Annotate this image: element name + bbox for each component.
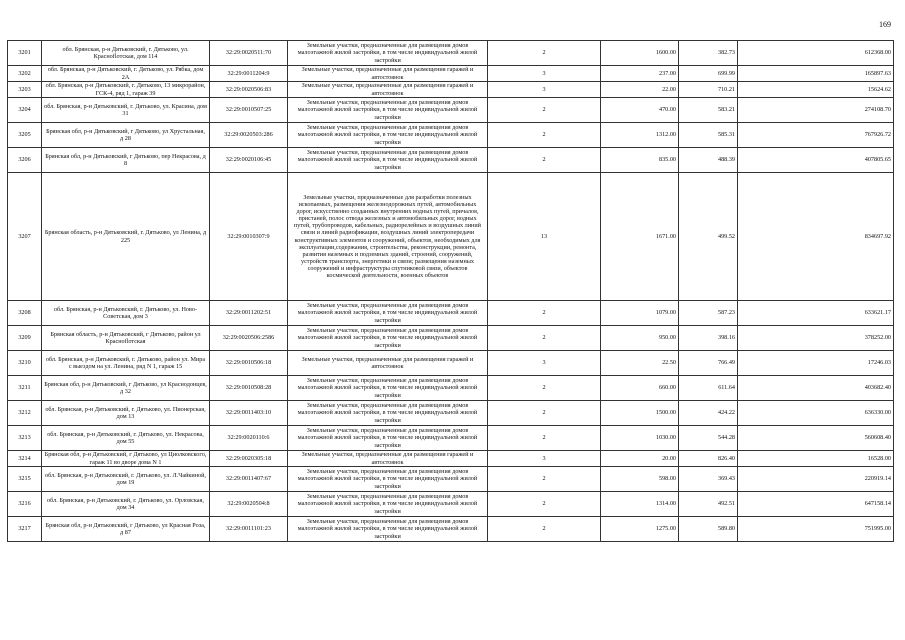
permitted-use-cell: Земельные участки, предназначенные для размещения домов малоэтажной жилой застройки, в том числе индивидуальной жилой застройки [288,517,488,542]
group-number-cell: 2 [488,376,601,401]
group-number-cell: 2 [488,41,601,66]
cadastral-value-cell: 16528.00 [738,451,894,467]
group-number-cell: 13 [488,173,601,301]
specific-value-cell: 826.40 [679,451,738,467]
table-row [8,376,894,401]
group-number-cell: 2 [488,148,601,173]
cadastral-number-cell: 32:29:0011204:9 [210,66,288,82]
cadastral-number-cell: 32:29:0010507:25 [210,98,288,123]
cadastral-number-cell: 32:29:0010508:28 [210,376,288,401]
address-cell: Брянская область, р-н Дятьковский, г. Дятьково, ул Ленина, д 225 [42,173,210,301]
group-number-cell: 3 [488,351,601,376]
page-number: 169 [879,20,891,29]
cadastral-number-cell: 32:29:0011403:10 [210,401,288,426]
address-cell: обл. Брянская, р-н Дятьковский, г. Дятьково, ул. Красноflотская, дом 114 [42,41,210,66]
cadastral-number-cell: 32:29:0011407:67 [210,467,288,492]
specific-value-cell: 492.51 [679,492,738,517]
group-number-cell: 2 [488,98,601,123]
cadastral-value-cell: 407805.65 [738,148,894,173]
permitted-use-cell: Земельные участки, предназначенные для размещения домов малоэтажной жилой застройки, в том числе индивидуальной жилой застройки [288,401,488,426]
group-number-cell: 3 [488,82,601,98]
table-row [8,148,894,173]
address-cell: Брянская обл, р-н Дятьковский, г Дятьково, ул Краснодонцев, д 32 [42,376,210,401]
cadastral-number-cell: 32:29:0020506:83 [210,82,288,98]
cadastral-value-table [7,40,894,542]
cadastral-number-cell: 32:29:0010307:9 [210,173,288,301]
group-number-cell: 2 [488,123,601,148]
cadastral-value-cell: 15624.62 [738,82,894,98]
row-number: 3217 [8,517,42,542]
permitted-use-cell: Земельные участки, предназначенные для размещения домов малоэтажной жилой застройки, в том числе индивидуальной жилой застройки [288,301,488,326]
cadastral-value-cell: 274108.70 [738,98,894,123]
address-cell: обл. Брянская, р-н Дятьковский, г. Дятьково, ул. Красина, дом 31 [42,98,210,123]
cadastral-value-cell: 560608.40 [738,426,894,451]
specific-value-cell: 583.21 [679,98,738,123]
cadastral-value-cell: 767926.72 [738,123,894,148]
row-number: 3214 [8,451,42,467]
row-number: 3213 [8,426,42,451]
permitted-use-cell: Земельные участки, предназначенные для размещения домов малоэтажной жилой застройки, в том числе индивидуальной жилой застройки [288,492,488,517]
table-row [8,66,894,82]
area-cell: 1030.00 [601,426,679,451]
area-cell: 237.00 [601,66,679,82]
cadastral-number-cell: 32:29:0020506:2586 [210,326,288,351]
row-number: 3208 [8,301,42,326]
cadastral-value-cell: 633621.17 [738,301,894,326]
area-cell: 1671.00 [601,173,679,301]
cadastral-number-cell: 32:29:0011101:23 [210,517,288,542]
table-row [8,82,894,98]
address-cell: обл. Брянская, р-н Дятьковский, г. Дятьково, ул. Ново-Советская, дом 3 [42,301,210,326]
cadastral-number-cell: 32:29:0020305:18 [210,451,288,467]
permitted-use-cell: Земельные участки, предназначенные для размещения домов малоэтажной жилой застройки, в том числе индивидуальной жилой застройки [288,148,488,173]
permitted-use-cell: Земельные участки, предназначенные для размещения гаражей и автостоянок [288,351,488,376]
address-cell: обл. Брянская, р-н Дятьковский, г. Дятьково, ул. Пионерская, дом 13 [42,401,210,426]
address-cell: Брянская область, р-н Дятьковский, г Дятьково, район ул Красноflотская [42,326,210,351]
specific-value-cell: 398.16 [679,326,738,351]
specific-value-cell: 710.21 [679,82,738,98]
area-cell: 1500.00 [601,401,679,426]
table-row [8,351,894,376]
permitted-use-cell: Земельные участки, предназначенные для размещения домов малоэтажной жилой застройки, в том числе индивидуальной жилой застройки [288,326,488,351]
cadastral-number-cell: 32:29:0020511:70 [210,41,288,66]
address-cell: обл. Брянская, р-н Дятьковский, г. Дятьково, ул. Л.Чайкиной, дом 19 [42,467,210,492]
permitted-use-cell: Земельные участки, предназначенные для размещения гаражей и автостоянок [288,451,488,467]
permitted-use-cell: Земельные участки, предназначенные для размещения домов малоэтажной жилой застройки, в том числе индивидуальной жилой застройки [288,426,488,451]
table-row [8,451,894,467]
area-cell: 950.00 [601,326,679,351]
area-cell: 22.50 [601,351,679,376]
row-number: 3201 [8,41,42,66]
table-row [8,517,894,542]
permitted-use-cell: Земельные участки, предназначенные для размещения домов малоэтажной жилой застройки, в том числе индивидуальной жилой застройки [288,98,488,123]
cadastral-value-cell: 17246.03 [738,351,894,376]
address-cell: Брянская обл, р-н Дятьковский, г Дятьково, пер Некрасова, д 8 [42,148,210,173]
area-cell: 20.00 [601,451,679,467]
cadastral-value-cell: 636330.00 [738,401,894,426]
area-cell: 1312.00 [601,123,679,148]
row-number: 3205 [8,123,42,148]
cadastral-value-cell: 834697.92 [738,173,894,301]
cadastral-number-cell: 32:29:0020110:6 [210,426,288,451]
row-number: 3210 [8,351,42,376]
row-number: 3215 [8,467,42,492]
row-number: 3209 [8,326,42,351]
row-number: 3202 [8,66,42,82]
specific-value-cell: 499.52 [679,173,738,301]
table-row [8,123,894,148]
specific-value-cell: 369.43 [679,467,738,492]
specific-value-cell: 699.99 [679,66,738,82]
row-number: 3212 [8,401,42,426]
permitted-use-cell: Земельные участки, предназначенные для размещения гаражей и автостоянок [288,82,488,98]
cadastral-number-cell: 32:29:0010506:18 [210,351,288,376]
group-number-cell: 3 [488,451,601,467]
group-number-cell: 3 [488,66,601,82]
permitted-use-cell: Земельные участки, предназначенные для размещения домов малоэтажной жилой застройки, в том числе индивидуальной жилой застройки [288,467,488,492]
table-row [8,98,894,123]
table-row [8,467,894,492]
specific-value-cell: 424.22 [679,401,738,426]
area-cell: 1600.00 [601,41,679,66]
group-number-cell: 2 [488,467,601,492]
cadastral-value-cell: 220919.14 [738,467,894,492]
permitted-use-cell: Земельные участки, предназначенные для размещения домов малоэтажной жилой застройки, в том числе индивидуальной жилой застройки [288,41,488,66]
specific-value-cell: 587.23 [679,301,738,326]
cadastral-value-cell: 165897.63 [738,66,894,82]
address-cell: обл. Брянская, р-н Дятьковский, г. Дятьково, район ул. Мира с выездом на ул. Ленина, ряд N 1, гараж 15 [42,351,210,376]
specific-value-cell: 766.49 [679,351,738,376]
row-number: 3203 [8,82,42,98]
row-number: 3204 [8,98,42,123]
permitted-use-cell: Земельные участки, предназначенные для размещения домов малоэтажной жилой застройки, в том числе индивидуальной жилой застройки [288,376,488,401]
group-number-cell: 2 [488,426,601,451]
cadastral-number-cell: 32:29:0020106:45 [210,148,288,173]
address-cell: Брянская обл, р-н Дятьковский, г Дятьково, ул Красная Роза, д 87 [42,517,210,542]
specific-value-cell: 585.31 [679,123,738,148]
cadastral-value-cell: 403682.40 [738,376,894,401]
cadastral-value-cell: 612368.00 [738,41,894,66]
address-cell: Брянская обл, р-н Дятьковский, г Дятьково, ул Хрустальная, д 28 [42,123,210,148]
row-number: 3211 [8,376,42,401]
area-cell: 835.00 [601,148,679,173]
table-row [8,426,894,451]
area-cell: 598.00 [601,467,679,492]
cadastral-value-cell: 647158.14 [738,492,894,517]
table-body [8,41,894,542]
address-cell: обл. Брянская, р-н Дятьковский, г. Дятьково, ул. Орловская, дом 34 [42,492,210,517]
cadastral-number-cell: 32:29:0020504:8 [210,492,288,517]
table-row [8,41,894,66]
permitted-use-cell: Земельные участки, предназначенные для размещения домов малоэтажной жилой застройки, в том числе индивидуальной жилой застройки [288,123,488,148]
cadastral-number-cell: 32:29:0020503:286 [210,123,288,148]
address-cell: обл. Брянская, р-н Дятьковский, г. Дятьково, ул. Рябка, дом 2А [42,66,210,82]
area-cell: 1275.00 [601,517,679,542]
cadastral-value-cell: 751995.00 [738,517,894,542]
address-cell: обл. Брянская, р-н Дятьковский, г. Дятьково, ул. Некрасова, дом 55 [42,426,210,451]
permitted-use-cell: Земельные участки, предназначенные для размещения гаражей и автостоянок [288,66,488,82]
cadastral-number-cell: 32:29:0011202:51 [210,301,288,326]
group-number-cell: 2 [488,401,601,426]
group-number-cell: 2 [488,326,601,351]
row-number: 3206 [8,148,42,173]
row-number: 3207 [8,173,42,301]
table-row [8,173,894,301]
address-cell: Брянская обл, р-н Дятьковский, г Дятьково, ул Циолковского, гараж 11 во дворе дома N 1 [42,451,210,467]
specific-value-cell: 544.28 [679,426,738,451]
table-row [8,492,894,517]
specific-value-cell: 382.73 [679,41,738,66]
permitted-use-cell: Земельные участки, предназначенные для разработки полезных ископаемых, размещения железнодорожных путей, автомобильных дорог, искусственно созданных внутренних водных путей, причалов, пристаней, полос отвода железных и автомобильных дорог, водных путей, трубопроводов, кабельных, радиорелейных и воздушных линий связи и линий радиофикации, воздушных линий электропередачи конструктивных элементов и сооружений, объектов, необходимых для эксплуатации,содержания, строительства, реконструкции, ремонта, развития наземных и подземных зданий, строений, сооружений, устройств транспорта, энергетики и связи; размещения наземных сооружений и инфраструктуры спутниковой связи, объектов космической деятельности, военных объектов [288,173,488,301]
table-row [8,326,894,351]
specific-value-cell: 611.64 [679,376,738,401]
specific-value-cell: 488.39 [679,148,738,173]
group-number-cell: 2 [488,301,601,326]
table-row [8,401,894,426]
group-number-cell: 2 [488,492,601,517]
area-cell: 660.00 [601,376,679,401]
area-cell: 22.00 [601,82,679,98]
group-number-cell: 2 [488,517,601,542]
area-cell: 470.00 [601,98,679,123]
row-number: 3216 [8,492,42,517]
table-row [8,301,894,326]
area-cell: 1314.00 [601,492,679,517]
address-cell: обл. Брянская, р-н Дятьковский, г. Дятьково, 13 микрорайон, ГСК-4, ряд 1, гараж 39 [42,82,210,98]
specific-value-cell: 589.80 [679,517,738,542]
cadastral-value-cell: 378252.00 [738,326,894,351]
area-cell: 1079.00 [601,301,679,326]
